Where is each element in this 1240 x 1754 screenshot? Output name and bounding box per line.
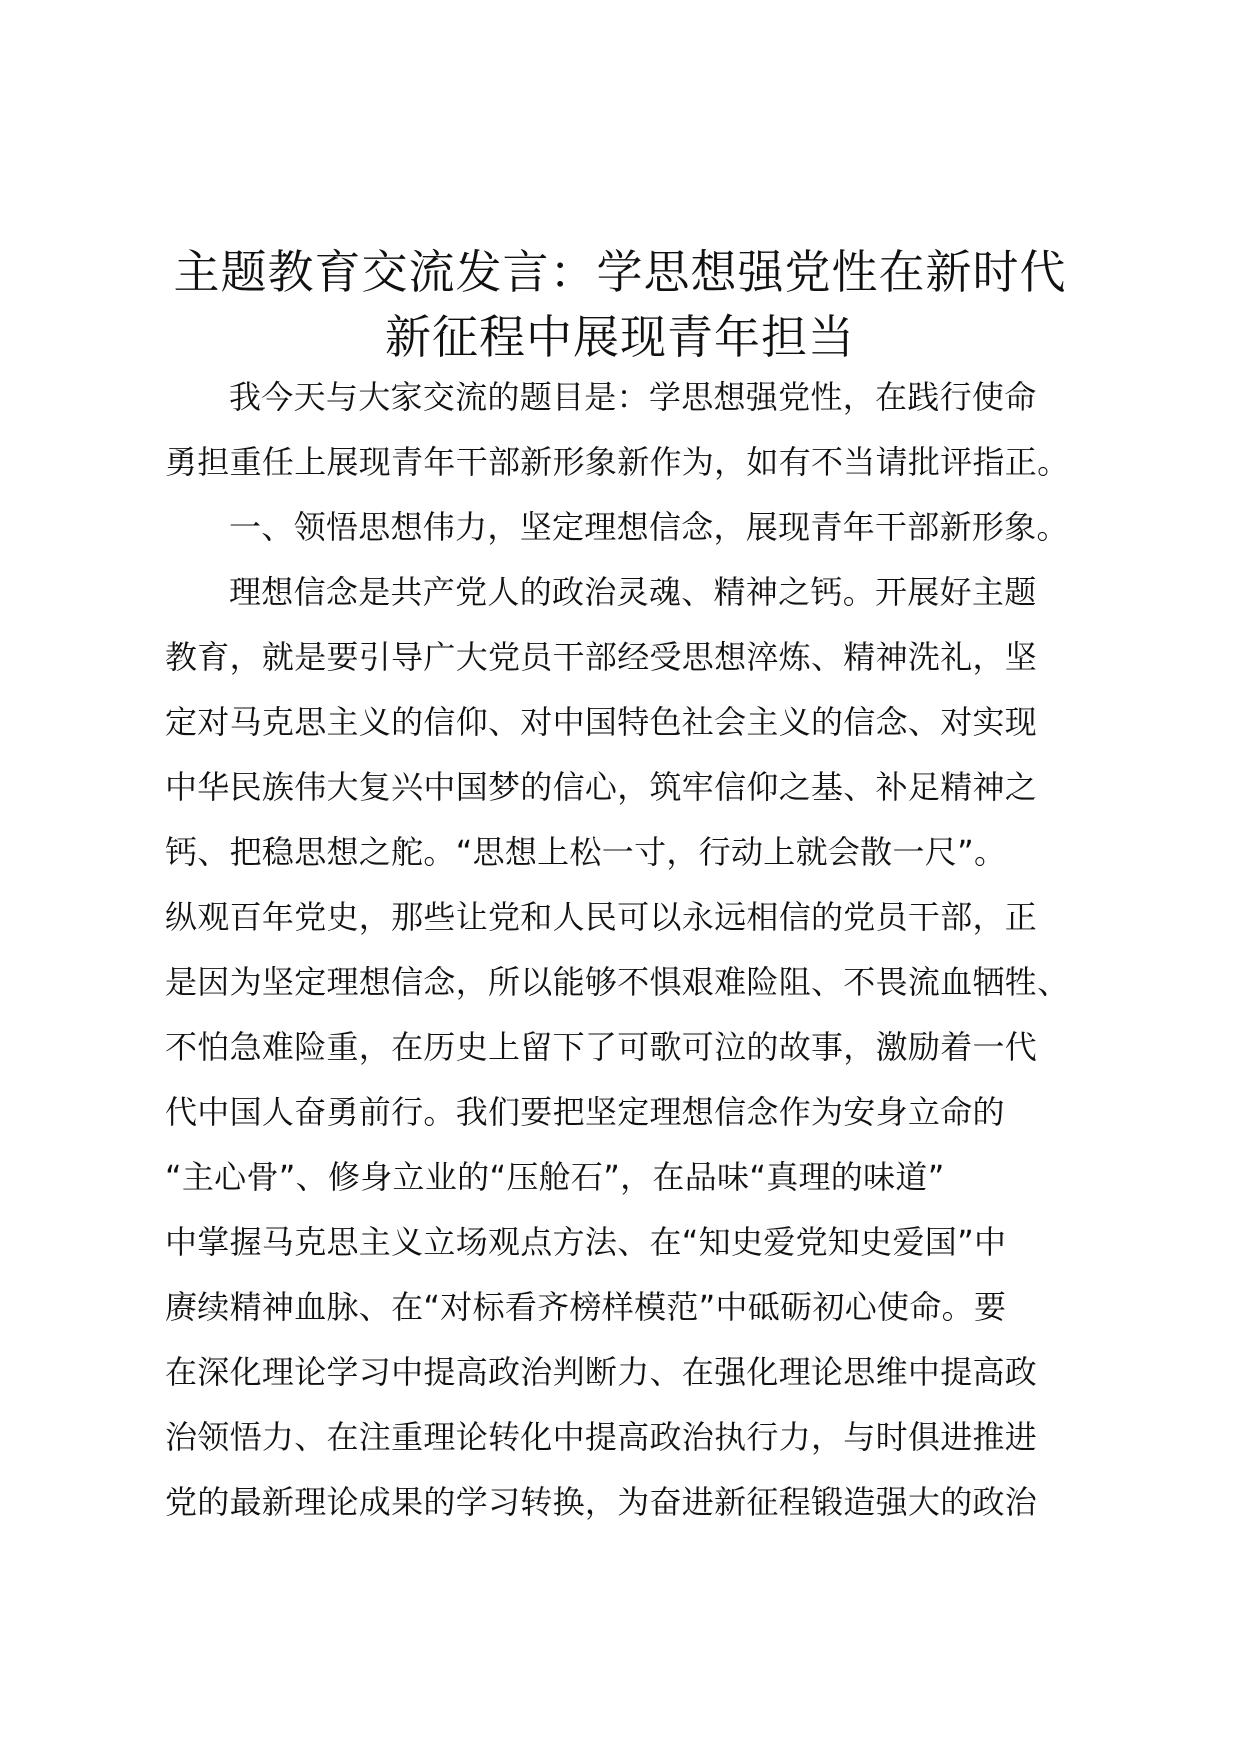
paragraph-intro-line-2: 勇担重任上展现青年干部新形象新作为，如有不当请批评指正。 bbox=[165, 443, 1070, 481]
title-line-1: 主题教育交流发言：学思想强党性在新时代 bbox=[173, 245, 1067, 299]
paragraph-line: 中华民族伟大复兴中国梦的信心，筑牢信仰之基、补足精神之 bbox=[165, 768, 1038, 806]
paragraph-line: 代中国人奋勇前行。我们要把坚定理想信念作为安身立命的 bbox=[165, 1093, 1005, 1131]
paragraph-line: 不怕急难险重，在历史上留下了可歌可泣的故事，激励着一代 bbox=[165, 1028, 1038, 1066]
document-body bbox=[165, 365, 1085, 1535]
paragraph-line: 中掌握马克思主义立场观点方法、在“知史爱党知史爱国”中 bbox=[165, 1223, 1007, 1261]
paragraph-line: 治领悟力、在注重理论转化中提高政治执行力，与时俱进推进 bbox=[165, 1418, 1038, 1456]
paragraph-line: 钙、把稳思想之舵。“思想上松一寸，行动上就会散一尺”。 bbox=[165, 833, 1007, 871]
paragraph-line: 教育，就是要引导广大党员干部经受思想淬炼、精神洗礼，坚 bbox=[165, 638, 1038, 676]
paragraph-line: 是因为坚定理想信念，所以能够不惧艰难险阻、不畏流血牺牲、 bbox=[165, 963, 1070, 1001]
paragraph-line: 理想信念是共产党人的政治灵魂、精神之钙。开展好主题 bbox=[229, 573, 1037, 611]
paragraph-line: “主心骨”、修身立业的“压舱石”，在品味“真理的味道” bbox=[165, 1158, 945, 1196]
paragraph-line: 党的最新理论成果的学习转换，为奋进新征程锻造强大的政治 bbox=[165, 1483, 1038, 1521]
paragraph-line: 赓续精神血脉、在“对标看齐榜样模范”中砥砺初心使命。要 bbox=[165, 1288, 1007, 1326]
title-line-2: 新征程中展现青年担当 bbox=[385, 310, 855, 364]
paragraph-line: 定对马克思主义的信仰、对中国特色社会主义的信念、对实现 bbox=[165, 703, 1038, 741]
paragraph-line: 纵观百年党史，那些让党和人民可以永远相信的党员干部，正 bbox=[165, 898, 1038, 936]
section-heading-1: 一、领悟思想伟力，坚定理想信念，展现青年干部新形象。 bbox=[229, 508, 1069, 546]
document-title bbox=[150, 240, 1090, 370]
paragraph-line: 在深化理论学习中提高政治判断力、在强化理论思维中提高政 bbox=[165, 1353, 1038, 1391]
paragraph-intro-line-1: 我今天与大家交流的题目是：学思想强党性，在践行使命 bbox=[229, 378, 1037, 416]
